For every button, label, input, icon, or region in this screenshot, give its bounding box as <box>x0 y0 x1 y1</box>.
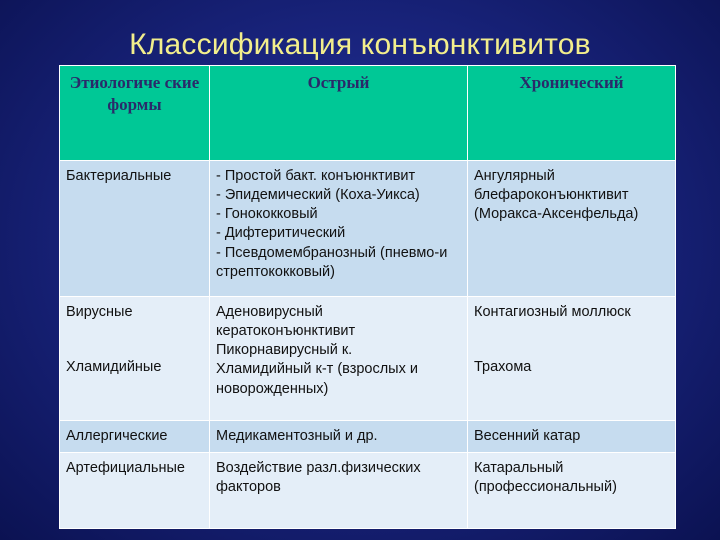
cell-etiology <box>60 453 210 529</box>
cell-text: Весенний катар <box>474 428 581 444</box>
cell-etiology <box>60 297 210 421</box>
cell-text: Бактериальные <box>66 168 172 184</box>
cell-acute <box>210 161 468 297</box>
cell-text: Медикаментозный и др. <box>216 428 378 444</box>
cell-text: Катаральный (профессиональный) <box>474 460 617 496</box>
cell-text: Пикорнавирусный к. <box>216 342 353 359</box>
cell-text: - Гонококковый <box>216 206 318 223</box>
cell-text: - Псевдомембранозный (пневмо-и стрептококковый) <box>216 244 448 280</box>
table-row-bacterial <box>60 161 676 297</box>
cell-chronic <box>468 161 676 297</box>
cell-chronic <box>468 421 676 453</box>
slide-title: Классификация конъюнктивитов <box>129 28 591 61</box>
header-acute: Острый <box>210 66 468 161</box>
cell-text: Ангулярный блефароконъюнктивит (Моракса-Аксенфельда) <box>474 168 639 223</box>
header-chronic: Хронический <box>468 66 676 161</box>
cell-text: Хламидийный к-т (взрослых и новорожденных) <box>216 361 418 397</box>
cell-text: Вирусные <box>66 304 133 320</box>
cell-text: Артефициальные <box>66 460 185 477</box>
cell-text: Хламидийные <box>66 359 162 376</box>
cell-text: Контагиозный моллюск <box>474 304 631 320</box>
cell-etiology <box>60 421 210 453</box>
cell-chronic <box>468 453 676 529</box>
cell-text: - Дифтеритический <box>216 225 346 242</box>
cell-etiology <box>60 161 210 297</box>
cell-chronic <box>468 297 676 421</box>
cell-text: Трахома <box>474 359 532 376</box>
cell-acute <box>210 421 468 453</box>
table-row-artificial <box>60 453 676 529</box>
header-etiology: Этиологиче ские формы <box>60 66 210 161</box>
cell-acute <box>210 297 468 421</box>
classification-table <box>59 65 676 529</box>
cell-text: - Простой бакт. конъюнктивит <box>216 168 416 184</box>
cell-text: Аллергические <box>66 428 168 444</box>
cell-text: Аденовирусный кератоконъюнктивит <box>216 304 356 340</box>
cell-text: - Эпидемический (Коха-Уикса) <box>216 187 420 204</box>
cell-acute <box>210 453 468 529</box>
cell-text: Воздействие разл.физических факторов <box>216 460 421 496</box>
table-row-viral <box>60 297 676 421</box>
table-row-allergic <box>60 421 676 453</box>
table-header-row <box>60 66 676 161</box>
